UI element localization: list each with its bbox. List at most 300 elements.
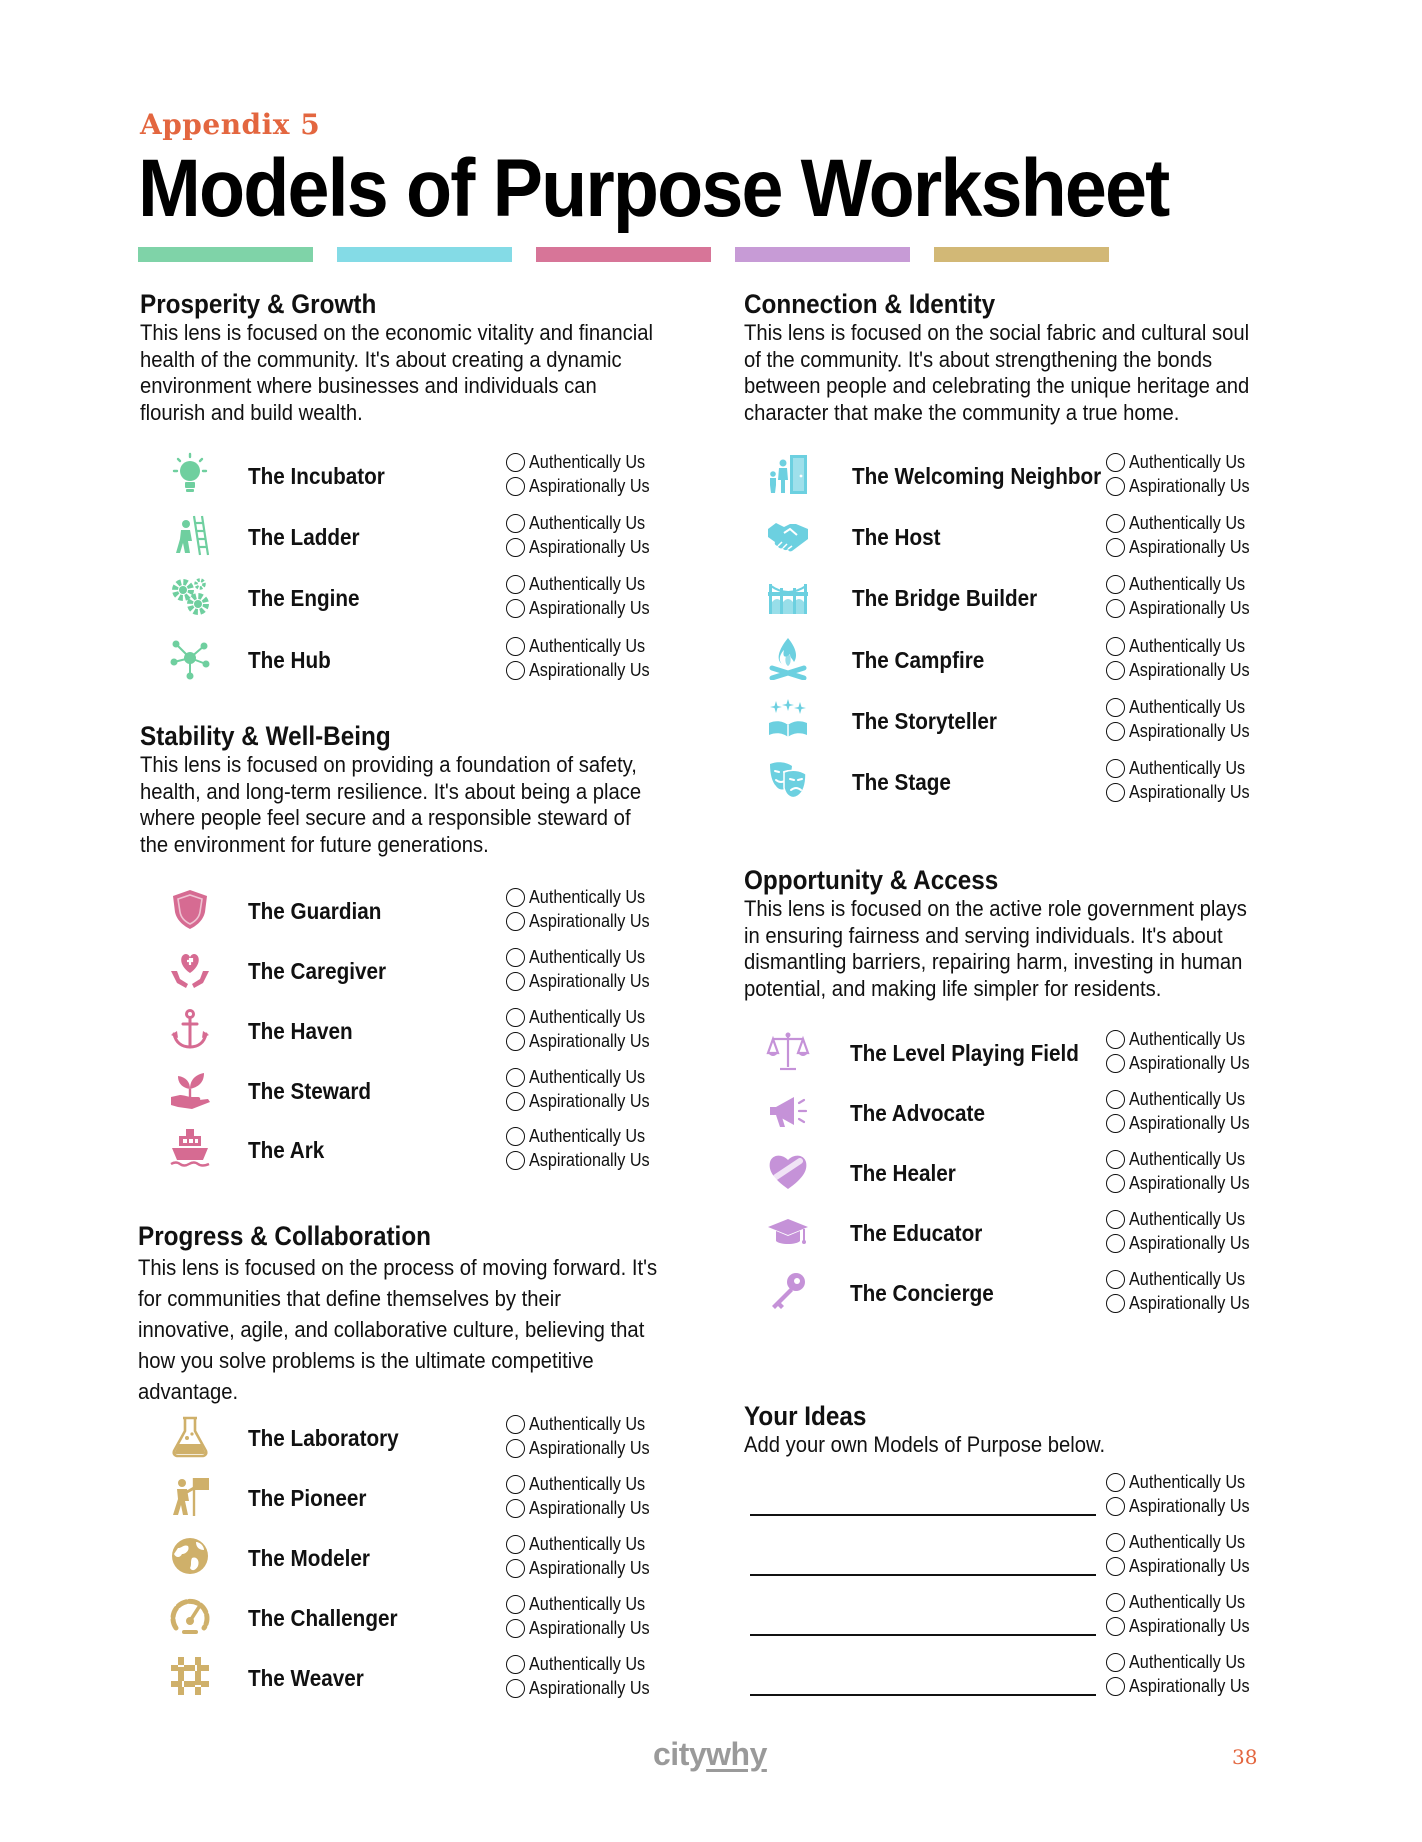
aspirationally-us-radio[interactable] — [506, 1499, 525, 1518]
authentically-us-option[interactable] — [506, 1005, 676, 1029]
aspirationally-us-option[interactable] — [506, 1496, 676, 1520]
caring-hands-icon — [166, 945, 214, 993]
model-row-the-laboratory — [166, 1412, 676, 1472]
aspirationally-us-label: Aspirationally Us — [529, 1149, 650, 1170]
section-description: This lens is focused on the process of moving forward. It's for communities that define themselves by their innovative, agile, and collaborative culture, believing that how you solve problems is the ultimate competitive advantage. — [138, 1255, 658, 1404]
color-bar-pink — [536, 247, 711, 262]
authentically-us-radio[interactable] — [1106, 759, 1125, 778]
aspirationally-us-option[interactable] — [1106, 1554, 1276, 1578]
option-group — [506, 1005, 676, 1053]
authentically-us-option[interactable] — [1106, 1027, 1276, 1051]
authentically-us-label: Authentically Us — [1129, 1208, 1246, 1229]
authentically-us-radio[interactable] — [506, 1415, 525, 1434]
authentically-us-radio[interactable] — [1106, 1150, 1125, 1169]
authentically-us-option[interactable] — [1106, 1087, 1276, 1111]
aspirationally-us-radio[interactable] — [1106, 722, 1125, 741]
authentically-us-option[interactable] — [1106, 1590, 1276, 1614]
idea-input-line[interactable] — [750, 1634, 1096, 1636]
aspirationally-us-label: Aspirationally Us — [1129, 475, 1250, 496]
shield-icon — [166, 885, 214, 933]
aspirationally-us-label: Aspirationally Us — [1129, 1112, 1250, 1133]
aspirationally-us-option[interactable] — [1106, 596, 1276, 620]
authentically-us-radio[interactable] — [506, 1535, 525, 1554]
authentically-us-radio[interactable] — [1106, 698, 1125, 717]
model-row-the-concierge — [764, 1267, 1276, 1327]
aspirationally-us-label: Aspirationally Us — [529, 1557, 650, 1578]
authentically-us-option[interactable] — [1106, 1470, 1276, 1494]
model-name: The Welcoming Neighbor — [852, 463, 1102, 489]
citywhy-logo — [653, 1736, 767, 1773]
aspirationally-us-radio[interactable] — [506, 477, 525, 496]
model-row-the-welcoming-neighbor — [764, 450, 1276, 510]
authentically-us-radio[interactable] — [506, 1475, 525, 1494]
aspirationally-us-radio[interactable] — [506, 1679, 525, 1698]
authentically-us-option[interactable] — [1106, 1147, 1276, 1171]
authentically-us-option[interactable] — [1106, 695, 1276, 719]
model-name: The Challenger — [248, 1605, 398, 1631]
option-group — [506, 572, 676, 620]
aspirationally-us-radio[interactable] — [1106, 1497, 1125, 1516]
aspirationally-us-label: Aspirationally Us — [529, 475, 650, 496]
section-connection — [744, 288, 1304, 426]
authentically-us-option[interactable] — [506, 1124, 676, 1148]
authentically-us-option[interactable] — [1106, 572, 1276, 596]
model-name: The Stage — [852, 769, 951, 795]
authentically-us-option[interactable] — [506, 572, 676, 596]
option-group — [1106, 511, 1276, 559]
authentically-us-option[interactable] — [1106, 1267, 1276, 1291]
authentically-us-label: Authentically Us — [1129, 1028, 1246, 1049]
option-group — [1106, 1147, 1276, 1195]
aspirationally-us-radio[interactable] — [1106, 599, 1125, 618]
model-name: The Bridge Builder — [852, 585, 1038, 611]
aspirationally-us-option[interactable] — [1106, 535, 1276, 559]
authentically-us-label: Authentically Us — [529, 1413, 646, 1434]
aspirationally-us-label: Aspirationally Us — [529, 1437, 650, 1458]
authentically-us-option[interactable] — [506, 1472, 676, 1496]
aspirationally-us-option[interactable] — [1106, 1674, 1276, 1698]
option-group — [1106, 1207, 1276, 1255]
aspirationally-us-option[interactable] — [506, 474, 676, 498]
aspirationally-us-label: Aspirationally Us — [1129, 1292, 1250, 1313]
section-description: This lens is focused on the social fabric and cultural soul of the community. It's about strengthening the bonds between people and celebrating the unique heritage and character that make the community a true home. — [744, 320, 1250, 425]
authentically-us-option[interactable] — [1106, 634, 1276, 658]
option-group — [506, 1412, 676, 1460]
authentically-us-label: Authentically Us — [1129, 1531, 1246, 1552]
model-row-the-campfire — [764, 634, 1276, 694]
authentically-us-radio[interactable] — [506, 453, 525, 472]
aspirationally-us-radio[interactable] — [506, 538, 525, 557]
authentically-us-option[interactable] — [506, 1592, 676, 1616]
authentically-us-radio[interactable] — [506, 888, 525, 907]
aspirationally-us-label: Aspirationally Us — [1129, 781, 1250, 802]
model-name: The Steward — [248, 1078, 372, 1104]
section-description: This lens is focused on providing a foundation of safety, health, and long-term resilience. It's about being a place where people feel secure and a responsible steward of the environment for future generations. — [140, 752, 642, 857]
graduation-cap-icon — [764, 1207, 812, 1255]
color-bar-gold — [934, 247, 1109, 262]
bridge-icon — [764, 572, 812, 620]
ship-icon — [166, 1124, 214, 1172]
model-row-the-engine — [166, 572, 676, 632]
authentically-us-label: Authentically Us — [529, 1593, 646, 1614]
option-group — [506, 1532, 676, 1580]
idea-row — [750, 1470, 1280, 1530]
aspirationally-us-label: Aspirationally Us — [1129, 1495, 1250, 1516]
aspirationally-us-label: Aspirationally Us — [529, 1030, 650, 1051]
aspirationally-us-radio[interactable] — [1106, 1234, 1125, 1253]
aspirationally-us-radio[interactable] — [1106, 1294, 1125, 1313]
authentically-us-option[interactable] — [1106, 756, 1276, 780]
aspirationally-us-option[interactable] — [1106, 1111, 1276, 1135]
option-group — [506, 945, 676, 993]
model-name: The Ark — [248, 1137, 325, 1163]
authentically-us-radio[interactable] — [506, 1595, 525, 1614]
section-description: Add your own Models of Purpose below. — [744, 1432, 1106, 1457]
aspirationally-us-radio[interactable] — [1106, 1054, 1125, 1073]
aspirationally-us-option[interactable] — [1106, 474, 1276, 498]
option-group — [506, 511, 676, 559]
aspirationally-us-option[interactable] — [1106, 719, 1276, 743]
authentically-us-label: Authentically Us — [529, 635, 646, 656]
aspirationally-us-label: Aspirationally Us — [1129, 1615, 1250, 1636]
aspirationally-us-label: Aspirationally Us — [529, 1617, 650, 1638]
aspirationally-us-label: Aspirationally Us — [1129, 536, 1250, 557]
anchor-icon — [166, 1005, 214, 1053]
aspirationally-us-radio[interactable] — [506, 661, 525, 680]
aspirationally-us-radio[interactable] — [1106, 783, 1125, 802]
key-icon — [764, 1267, 812, 1315]
model-name: The Host — [852, 524, 941, 550]
option-group — [1106, 1027, 1276, 1075]
aspirationally-us-option[interactable] — [506, 658, 676, 682]
authentically-us-option[interactable] — [1106, 450, 1276, 474]
option-group — [1106, 756, 1276, 804]
model-row-the-pioneer — [166, 1472, 676, 1532]
authentically-us-option[interactable] — [1106, 1530, 1276, 1554]
model-name: The Healer — [850, 1160, 956, 1186]
option-group — [506, 1065, 676, 1113]
model-name: The Hub — [248, 647, 331, 673]
sprout-hand-icon — [166, 1065, 214, 1113]
aspirationally-us-option[interactable] — [506, 1436, 676, 1460]
authentically-us-label: Authentically Us — [529, 512, 646, 533]
authentically-us-radio[interactable] — [1106, 1473, 1125, 1492]
model-name: The Weaver — [248, 1665, 364, 1691]
option-group — [506, 1124, 676, 1172]
authentically-us-label: Authentically Us — [529, 573, 646, 594]
model-row-the-steward — [166, 1065, 676, 1125]
model-row-the-incubator — [166, 450, 676, 510]
authentically-us-radio[interactable] — [1106, 1533, 1125, 1552]
model-name: The Modeler — [248, 1545, 370, 1571]
option-group — [506, 885, 676, 933]
section-title: Stability & Well-Being — [140, 721, 391, 751]
open-book-icon — [764, 695, 812, 743]
idea-input-line[interactable] — [750, 1694, 1096, 1696]
authentically-us-option[interactable] — [506, 945, 676, 969]
option-group — [1106, 572, 1276, 620]
aspirationally-us-option[interactable] — [1106, 1614, 1276, 1638]
color-bars — [138, 247, 1109, 262]
option-group — [506, 1652, 676, 1700]
aspirationally-us-label: Aspirationally Us — [1129, 1675, 1250, 1696]
aspirationally-us-option[interactable] — [506, 969, 676, 993]
aspirationally-us-option[interactable] — [506, 1089, 676, 1113]
aspirationally-us-label: Aspirationally Us — [529, 1090, 650, 1111]
model-row-the-ladder — [166, 511, 676, 571]
authentically-us-radio[interactable] — [1106, 1210, 1125, 1229]
aspirationally-us-radio[interactable] — [506, 1151, 525, 1170]
aspirationally-us-label: Aspirationally Us — [529, 1497, 650, 1518]
aspirationally-us-radio[interactable] — [506, 972, 525, 991]
model-name: The Advocate — [850, 1100, 985, 1126]
model-row-the-hub — [166, 634, 676, 694]
model-name: The Educator — [850, 1220, 983, 1246]
aspirationally-us-radio[interactable] — [1106, 1557, 1125, 1576]
authentically-us-label: Authentically Us — [529, 1066, 646, 1087]
model-name: The Campfire — [852, 647, 985, 673]
idea-row — [750, 1530, 1280, 1590]
aspirationally-us-label: Aspirationally Us — [1129, 720, 1250, 741]
option-group — [506, 450, 676, 498]
model-name: The Caregiver — [248, 958, 387, 984]
model-row-the-healer — [764, 1147, 1276, 1207]
option-group — [1106, 634, 1276, 682]
authentically-us-label: Authentically Us — [1129, 1471, 1246, 1492]
model-name: The Incubator — [248, 463, 385, 489]
model-name: The Engine — [248, 585, 360, 611]
authentically-us-label: Authentically Us — [529, 1473, 646, 1494]
color-bar-green — [138, 247, 313, 262]
authentically-us-option[interactable] — [506, 1412, 676, 1436]
aspirationally-us-option[interactable] — [1106, 1171, 1276, 1195]
idea-row — [750, 1650, 1280, 1710]
authentically-us-label: Authentically Us — [1129, 512, 1246, 533]
model-name: The Level Playing Field — [850, 1040, 1079, 1066]
page-number: 38 — [1232, 1745, 1258, 1769]
authentically-us-label: Authentically Us — [1129, 696, 1246, 717]
aspirationally-us-radio[interactable] — [506, 1559, 525, 1578]
authentically-us-label: Authentically Us — [529, 946, 646, 967]
authentically-us-radio[interactable] — [1106, 1030, 1125, 1049]
aspirationally-us-label: Aspirationally Us — [1129, 1052, 1250, 1073]
model-name: The Guardian — [248, 898, 382, 924]
flag-pioneer-icon — [166, 1472, 214, 1520]
authentically-us-radio[interactable] — [1106, 453, 1125, 472]
authentically-us-option[interactable] — [506, 450, 676, 474]
model-row-the-haven — [166, 1005, 676, 1065]
option-group — [506, 1592, 676, 1640]
speedometer-icon — [166, 1592, 214, 1640]
model-row-the-advocate — [764, 1087, 1276, 1147]
aspirationally-us-label: Aspirationally Us — [1129, 1232, 1250, 1253]
authentically-us-radio[interactable] — [506, 1127, 525, 1146]
authentically-us-label: Authentically Us — [1129, 1148, 1246, 1169]
aspirationally-us-option[interactable] — [506, 596, 676, 620]
aspirationally-us-label: Aspirationally Us — [529, 659, 650, 680]
authentically-us-label: Authentically Us — [1129, 635, 1246, 656]
aspirationally-us-label: Aspirationally Us — [1129, 1172, 1250, 1193]
aspirationally-us-radio[interactable] — [1106, 661, 1125, 680]
authentically-us-label: Authentically Us — [1129, 1088, 1246, 1109]
section-title: Your Ideas — [744, 1401, 867, 1431]
section-description: This lens is focused on the economic vitality and financial health of the community. It's about creating a dynamic environment where businesses and individuals can flourish and build wealth. — [140, 320, 654, 425]
authentically-us-option[interactable] — [506, 1065, 676, 1089]
model-name: The Pioneer — [248, 1485, 367, 1511]
model-row-the-educator — [764, 1207, 1276, 1267]
model-row-the-level-playing-field — [764, 1027, 1276, 1087]
authentically-us-radio[interactable] — [1106, 1270, 1125, 1289]
option-group — [506, 634, 676, 682]
aspirationally-us-radio[interactable] — [506, 599, 525, 618]
authentically-us-radio[interactable] — [1106, 637, 1125, 656]
weave-icon — [166, 1652, 214, 1700]
aspirationally-us-label: Aspirationally Us — [529, 1677, 650, 1698]
idea-input-line[interactable] — [750, 1514, 1096, 1516]
authentically-us-label: Authentically Us — [1129, 451, 1246, 472]
authentically-us-option[interactable] — [506, 511, 676, 535]
authentically-us-option[interactable] — [1106, 1207, 1276, 1231]
welcome-door-icon — [764, 450, 812, 498]
authentically-us-radio[interactable] — [1106, 1653, 1125, 1672]
model-name: The Concierge — [850, 1280, 994, 1306]
section-opportunity — [744, 864, 1304, 1002]
authentically-us-option[interactable] — [506, 885, 676, 909]
section-description: This lens is focused on the active role government plays in ensuring fairness and serving individuals. It's about dismantling barriers, repairing harm, investing in human potential, and making life simpler for residents. — [744, 896, 1247, 1001]
appendix-label: Appendix 5 — [140, 108, 321, 141]
option-group — [1106, 1470, 1276, 1518]
authentically-us-option[interactable] — [1106, 511, 1276, 535]
aspirationally-us-label: Aspirationally Us — [529, 970, 650, 991]
aspirationally-us-option[interactable] — [506, 909, 676, 933]
aspirationally-us-radio[interactable] — [506, 1092, 525, 1111]
aspirationally-us-radio[interactable] — [506, 912, 525, 931]
authentically-us-radio[interactable] — [506, 948, 525, 967]
scales-icon — [764, 1027, 812, 1075]
model-row-the-ark — [166, 1124, 676, 1184]
model-row-the-storyteller — [764, 695, 1276, 755]
aspirationally-us-radio[interactable] — [1106, 1677, 1125, 1696]
model-row-the-host — [764, 511, 1276, 571]
authentically-us-radio[interactable] — [1106, 1090, 1125, 1109]
aspirationally-us-radio[interactable] — [1106, 477, 1125, 496]
model-name: The Ladder — [248, 524, 360, 550]
megaphone-icon — [764, 1087, 812, 1135]
aspirationally-us-option[interactable] — [1106, 780, 1276, 804]
authentically-us-label: Authentically Us — [1129, 757, 1246, 778]
authentically-us-radio[interactable] — [506, 1655, 525, 1674]
handshake-icon — [764, 511, 812, 559]
campfire-icon — [764, 634, 812, 682]
model-row-the-stage — [764, 756, 1276, 816]
aspirationally-us-radio[interactable] — [1106, 538, 1125, 557]
option-group — [1106, 450, 1276, 498]
option-group — [1106, 1530, 1276, 1578]
model-row-the-caregiver — [166, 945, 676, 1005]
authentically-us-option[interactable] — [506, 1652, 676, 1676]
logo-city: city — [653, 1736, 707, 1772]
aspirationally-us-radio[interactable] — [1106, 1174, 1125, 1193]
authentically-us-option[interactable] — [506, 1532, 676, 1556]
authentically-us-option[interactable] — [1106, 1650, 1276, 1674]
aspirationally-us-option[interactable] — [506, 1616, 676, 1640]
section-progress — [138, 1220, 708, 1407]
authentically-us-label: Authentically Us — [529, 1125, 646, 1146]
authentically-us-radio[interactable] — [1106, 575, 1125, 594]
authentically-us-option[interactable] — [506, 634, 676, 658]
model-row-the-modeler — [166, 1532, 676, 1592]
idea-input-line[interactable] — [750, 1574, 1096, 1576]
option-group — [1106, 1650, 1276, 1698]
model-name: The Haven — [248, 1018, 353, 1044]
authentically-us-label: Authentically Us — [529, 886, 646, 907]
aspirationally-us-radio[interactable] — [506, 1032, 525, 1051]
aspirationally-us-option[interactable] — [1106, 658, 1276, 682]
aspirationally-us-option[interactable] — [1106, 1231, 1276, 1255]
authentically-us-radio[interactable] — [1106, 514, 1125, 533]
aspirationally-us-option[interactable] — [506, 535, 676, 559]
section-prosperity — [140, 288, 700, 426]
authentically-us-radio[interactable] — [506, 514, 525, 533]
aspirationally-us-option[interactable] — [1106, 1494, 1276, 1518]
model-name: The Laboratory — [248, 1425, 399, 1451]
authentically-us-radio[interactable] — [1106, 1593, 1125, 1612]
aspirationally-us-option[interactable] — [1106, 1291, 1276, 1315]
aspirationally-us-radio[interactable] — [1106, 1114, 1125, 1133]
model-row-the-bridge-builder — [764, 572, 1276, 632]
authentically-us-radio[interactable] — [506, 1008, 525, 1027]
aspirationally-us-option[interactable] — [506, 1556, 676, 1580]
model-row-the-weaver — [166, 1652, 676, 1712]
authentically-us-radio[interactable] — [506, 637, 525, 656]
section-stability — [140, 720, 700, 858]
logo-why: why — [706, 1736, 767, 1772]
color-bar-cyan — [337, 247, 512, 262]
aspirationally-us-radio[interactable] — [506, 1439, 525, 1458]
option-group — [1106, 695, 1276, 743]
authentically-us-label: Authentically Us — [529, 451, 646, 472]
lightbulb-icon — [166, 450, 214, 498]
gears-icon — [166, 572, 214, 620]
authentically-us-radio[interactable] — [506, 1068, 525, 1087]
aspirationally-us-radio[interactable] — [506, 1619, 525, 1638]
model-name: The Storyteller — [852, 708, 997, 734]
aspirationally-us-label: Aspirationally Us — [1129, 659, 1250, 680]
option-group — [1106, 1590, 1276, 1638]
theater-masks-icon — [764, 756, 812, 804]
aspirationally-us-option[interactable] — [1106, 1051, 1276, 1075]
aspirationally-us-radio[interactable] — [1106, 1617, 1125, 1636]
aspirationally-us-option[interactable] — [506, 1029, 676, 1053]
authentically-us-label: Authentically Us — [1129, 1268, 1246, 1289]
aspirationally-us-label: Aspirationally Us — [529, 910, 650, 931]
aspirationally-us-label: Aspirationally Us — [529, 597, 650, 618]
option-group — [1106, 1267, 1276, 1315]
aspirationally-us-label: Aspirationally Us — [1129, 1555, 1250, 1576]
idea-row — [750, 1590, 1280, 1650]
authentically-us-radio[interactable] — [506, 575, 525, 594]
aspirationally-us-option[interactable] — [506, 1676, 676, 1700]
network-hub-icon — [166, 634, 214, 682]
authentically-us-label: Authentically Us — [529, 1006, 646, 1027]
authentically-us-label: Authentically Us — [1129, 573, 1246, 594]
model-row-the-guardian — [166, 885, 676, 945]
ladder-climber-icon — [166, 511, 214, 559]
section-your-ideas — [744, 1400, 1304, 1459]
page-title: Models of Purpose Worksheet — [138, 143, 1169, 234]
bandaged-heart-icon — [764, 1147, 812, 1195]
aspirationally-us-option[interactable] — [506, 1148, 676, 1172]
